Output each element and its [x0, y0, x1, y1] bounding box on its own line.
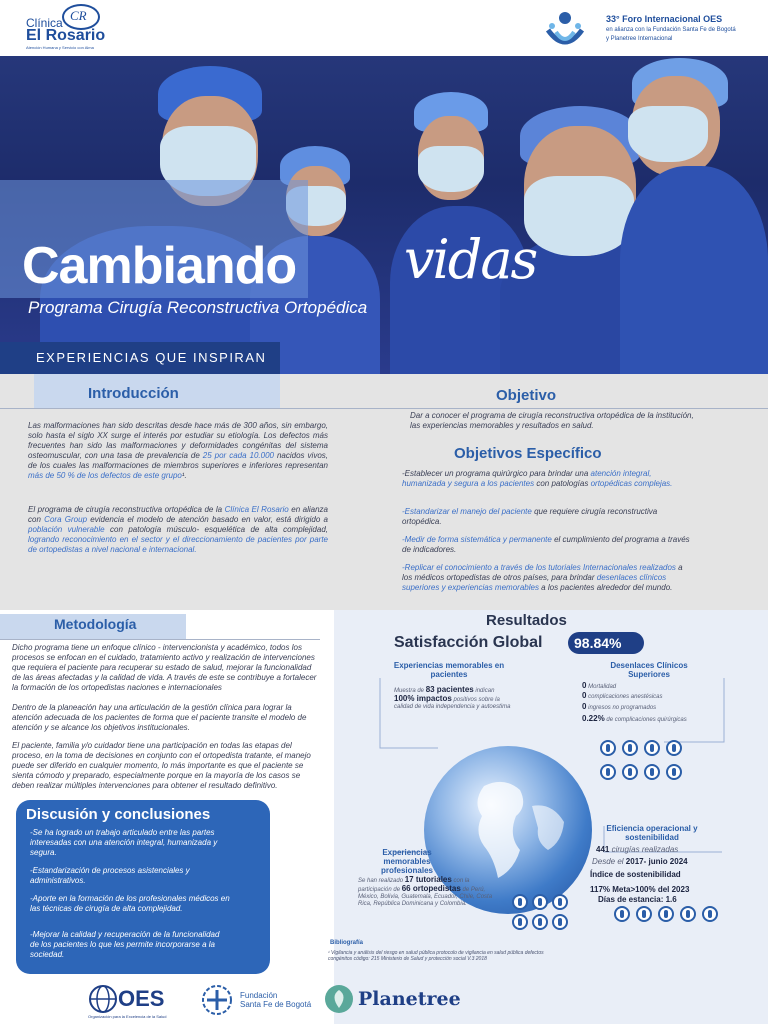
specific-objective-1: -Establecer un programa quirúrgico para brindar una atención integral, humanizada y segura a los pacientes con patologías ortopédicas complejas. [402, 469, 673, 488]
sustainability-value: 117% Meta>100% del 2023 [590, 885, 690, 894]
clinical-outcome: 0 ingresos no programados [582, 702, 657, 711]
bed-icon [680, 906, 696, 922]
forum-title: 33° Foro Internacional OES [606, 14, 723, 24]
patient-experience-heading: Experiencias memorables en pacientes [393, 661, 505, 679]
methodology-paragraph-2: Dentro de la planeación hay una articulación de la gestión clínica para lograr la atención adecuada de los pacientes de forma que el paciente transite el modelo de atención y se alcance los objetivos institucionales. [12, 703, 307, 732]
specific-objectives-heading: Objetivos Específico [454, 445, 602, 462]
discussion-item: -Mejorar la calidad y recuperación de la funcionalidad de los pacientes lo que les permite incorporarse a la sociedad. [30, 930, 220, 959]
intro-heading: Introducción [88, 385, 179, 402]
discussion-heading: Discusión y conclusiones [26, 806, 211, 823]
bibliography-heading: Bibliografía [330, 940, 364, 946]
clinical-outcome: 0 Mortalidad [582, 681, 617, 690]
doctor-icon [512, 894, 528, 910]
doctor-icon [532, 914, 548, 930]
planetree-logo-icon [324, 984, 354, 1014]
person-icon [666, 740, 682, 756]
bibliography-text: ¹ Vigilancia y análisis del riesgo en salud pública protocolo de vigilancia en salud pública defectos congénitos código: 215 Ministerio de Salud y protección social V.3 2018 [328, 950, 544, 962]
sustainability-heading: Índice de sostenibilidad [590, 870, 681, 879]
methodology-paragraph-1: Dicho programa tiene un enfoque clínico - intervencionista y académico, todos los procesos se enfocan en el cuidado, tratamiento activo y realización de intervenciones que requiera el paciente para recuperar su estado de salud, mejorar la funcionalidad de las áreas afectadas y la calidad de vida. A través de este se contribuye a fortalecer la formación de los ortopedistas naciones e internacionales [12, 643, 317, 692]
planetree-logo-text: Planetree [358, 988, 461, 1010]
doctor-icon [552, 894, 568, 910]
specific-objective-2: -Estandarizar el manejo del paciente que requiere cirugía reconstructiva ortopédica. [402, 507, 658, 526]
fsfb-logo-line2: Santa Fe de Bogotá [240, 1000, 312, 1009]
clinic-logo-icon: CR [62, 4, 100, 30]
objective-text: Dar a conocer el programa de cirugía reconstructiva ortopédica de la institución, las experiencias memorables y resultados en salud. [410, 411, 694, 430]
person-icon [600, 764, 616, 780]
specific-objective-4: -Replicar el conocimiento a través de los tutoriales Internacionales realizados a los médicos ortopedistas de otros países, para brindar desenlaces clínicos superiores y experiencias memorables a los pacientes alrededor del mundo. [402, 563, 683, 592]
professional-experience-text: Se han realizado 17 tutoriales con la participación de 66 ortopedistas de Perú, México, Bolivia, Guatemala, Ecuador, Chile, Costa Rica, República Dominicana y Colombia. [358, 875, 493, 907]
clinical-outcome: 0.22% de complicaciones quirúrgicas [582, 714, 687, 723]
clinical-outcomes-heading: Desenlaces Clínicos Superiores [610, 661, 688, 679]
forum-subtitle-1: en alianza con la Fundación Santa Fe de Bogotá [606, 27, 736, 33]
stay-icon-row [614, 906, 724, 926]
bed-icon [658, 906, 674, 922]
logo-tagline: Atención Humana y Servicio con Alma [26, 45, 94, 50]
specific-objective-3: -Medir de forma sistemática y permanente el cumplimiento del programa a través de indicadores. [402, 535, 690, 554]
bed-icon [636, 906, 652, 922]
bed-icon [614, 906, 630, 922]
forum-subtitle-2: y Planetree Internacional [606, 36, 673, 42]
outcome-icon-grid [600, 740, 692, 780]
logo-name: El Rosario [26, 27, 106, 44]
intro-paragraph-2: El programa de cirugía reconstructiva ortopédica de la Clínica El Rosario en alianza con Cora Group evidencia el modelo de atención basado en valor, está dirigido a población vulnerable con patología músculo- esquelética de alta complejidad, logrando reconocimiento en el sector y el direccionamiento de pacientes por parte de ortopedistas a nivel nacional e internacional. [28, 505, 329, 554]
satisfaction-badge [568, 632, 644, 654]
satisfaction-value: 98.84% [574, 635, 622, 651]
hero-script-title: vidas [404, 228, 537, 291]
logo-clinica-text: Clínica [26, 16, 63, 30]
methodology-paragraph-3: El paciente, familia y/o cuidador tiene una participación en todas las etapas del proceso, en la toma de decisiones en conjunto con el ortopedista tratante, el manejo puede ser diferido en cualquier momento, lo más importante es que el paciente se sienta cómodo y preparado, especialmente porque en la mayoría de los casos se deben realizar múltiples intervenciones para obtener el resultado definitivo. [12, 741, 311, 790]
experiences-band [0, 342, 280, 374]
professional-experience-heading: Experiencias memorables profesionales [380, 848, 433, 875]
oes-globe-icon [88, 984, 118, 1014]
fsfb-logo-line1: Fundación [240, 991, 278, 1000]
objective-heading: Objetivo [496, 387, 557, 404]
person-icon [600, 740, 616, 756]
surgeries-count: 441 cirugías realizadas [596, 845, 679, 854]
surgeries-period: Desde el 2017- junio 2024 [592, 857, 688, 866]
person-icon [644, 764, 660, 780]
professional-icon-grid [512, 894, 576, 934]
discussion-item: -Aporte en la formación de los profesionales médicos en las técnicas de cirugía de alta complejidad. [30, 894, 230, 913]
person-icon [666, 764, 682, 780]
clinical-outcome: 0 complicaciones anestésicas [582, 691, 663, 700]
fsfb-logo-icon [200, 984, 234, 1016]
person-icon [622, 764, 638, 780]
header [0, 0, 768, 56]
results-heading: Resultados [486, 612, 567, 629]
forum-logo-icon [542, 10, 588, 54]
discussion-item: -Estandarización de procesos asistenciales y administrativos. [30, 866, 190, 885]
bed-icon [702, 906, 718, 922]
satisfaction-label: Satisfacción Global [394, 634, 543, 651]
oes-logo-text: OES [118, 986, 165, 1011]
person-icon [622, 740, 638, 756]
efficiency-heading: Eficiencia operacional y sostenibilidad [606, 824, 698, 842]
doctor-icon [532, 894, 548, 910]
person-icon [644, 740, 660, 756]
hospital-stay-value: Días de estancia: 1.6 [598, 895, 677, 904]
patient-experience-text: Muestra de 83 pacientes indican 100% impactos positivos sobre la calidad de vida independencia y autoestima [394, 685, 511, 710]
discussion-item: -Se ha logrado un trabajo articulado entre las partes interesadas con una atención integral, humanizada y segura. [30, 828, 218, 857]
hero-title: Cambiando [22, 237, 297, 295]
hero-subtitle: Programa Cirugía Reconstructiva Ortopédica [28, 298, 368, 317]
doctor-icon [552, 914, 568, 930]
oes-logo-subtitle: Organización para la Excelencia de la Salud [88, 1014, 167, 1019]
doctor-icon [512, 914, 528, 930]
experiences-band-label: EXPERIENCIAS QUE INSPIRAN [36, 350, 267, 365]
intro-paragraph-1: Las malformaciones han sido descritas desde hace más de 300 años, sin embargo, solo hasta el siglo XX surge el interés por estudiar su etiología. Los defectos más frecuentes han sido las malformaciones y deformidades congénitas del sistema osteomuscular, con una tasa de prevalencia de 25 por cada 10.000 nacidos vivos, de los cuales las malformaciones de miembros superiores e inferiores representan más de 50 % de los defectos de este grupo¹. [28, 421, 328, 480]
methodology-heading: Metodología [54, 616, 137, 632]
